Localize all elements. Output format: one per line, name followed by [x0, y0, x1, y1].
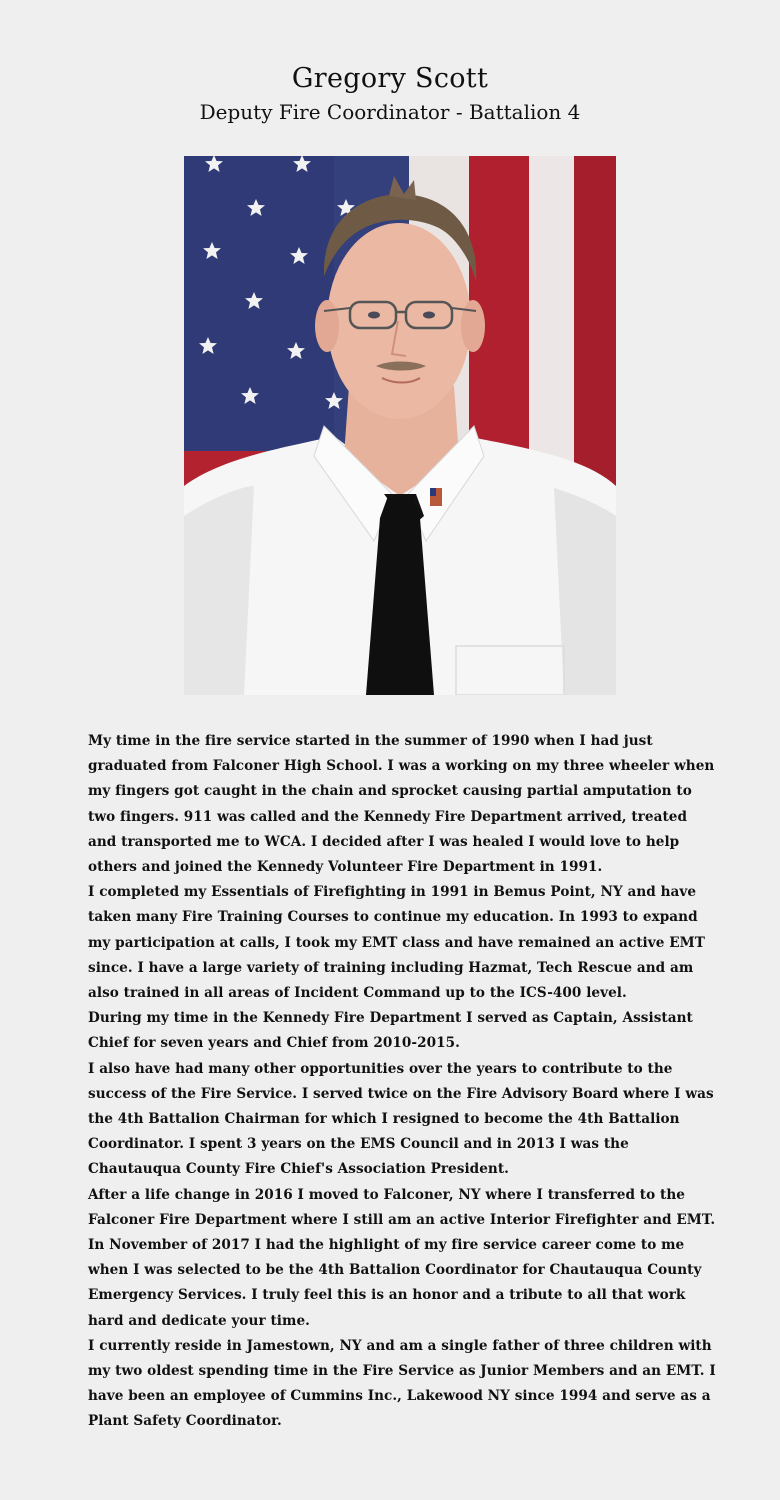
bio-paragraph: After a life change in 2016 I moved to Falconer, NY where I transferred to the Falconer Fire Department where I still am an active Interior Firefighter and EMT. — [88, 1186, 716, 1228]
bio-paragraph: My time in the fire service started in the summer of 1990 when I had just graduated from Falconer High School. I was a working on my three wheeler when my fingers got caught in the chain and sprocket causing partial amputation to two fingers. 911 was called and the Kennedy Fire Department arrived, treated and transported me to WCA. I decided after I was healed I would love to help others and joined the Kennedy Volunteer Fire Department in 1991. — [88, 733, 715, 876]
bio-paragraph: In November of 2017 I had the highlight of my fire service career come to me when I was selected to be the 4th Battalion Coordinator for Chautauqua County Emergency Services. I truly feel this is an honor and a tribute to all that work hard and dedicate your time. — [88, 1237, 702, 1329]
portrait-photo — [184, 156, 616, 695]
bio-paragraph: I also have had many other opportunities over the years to contribute to the success of the Fire Service. I served twice on the Fire Advisory Board where I was the 4th Battalion Chairman for which I resigned to become the 4th Battalion Coordinator. I spent 3 years on the EMS Council and in 2013 I was the Chautauqua County Fire Chief's Association President. — [88, 1060, 714, 1178]
person-name: Gregory Scott — [291, 63, 489, 94]
bio-paragraph: During my time in the Kennedy Fire Department I served as Captain, Assistant Chief for seven years and Chief from 2010-2015. — [88, 1010, 693, 1052]
person-title: Deputy Fire Coordinator - Battalion 4 — [199, 100, 581, 124]
bio-paragraph: I currently reside in Jamestown, NY and am a single father of three children with my two oldest spending time in the Fire Service as Junior Members and an EMT. I have been an employee of Cummins Inc., Lakewood NY since 1994 and serve as a Plant Safety Coordinator. — [88, 1337, 716, 1430]
biography — [88, 729, 720, 1435]
bio-paragraph: I completed my Essentials of Firefighting in 1991 in Bemus Point, NY and have taken many Fire Training Courses to continue my education. In 1993 to expand my participation at calls, I took my EMT class and have remained an active EMT since. I have a large variety of training including Hazmat, Tech Rescue and am also trained in all areas of Incident Command up to the ICS-400 level. — [88, 884, 705, 1002]
